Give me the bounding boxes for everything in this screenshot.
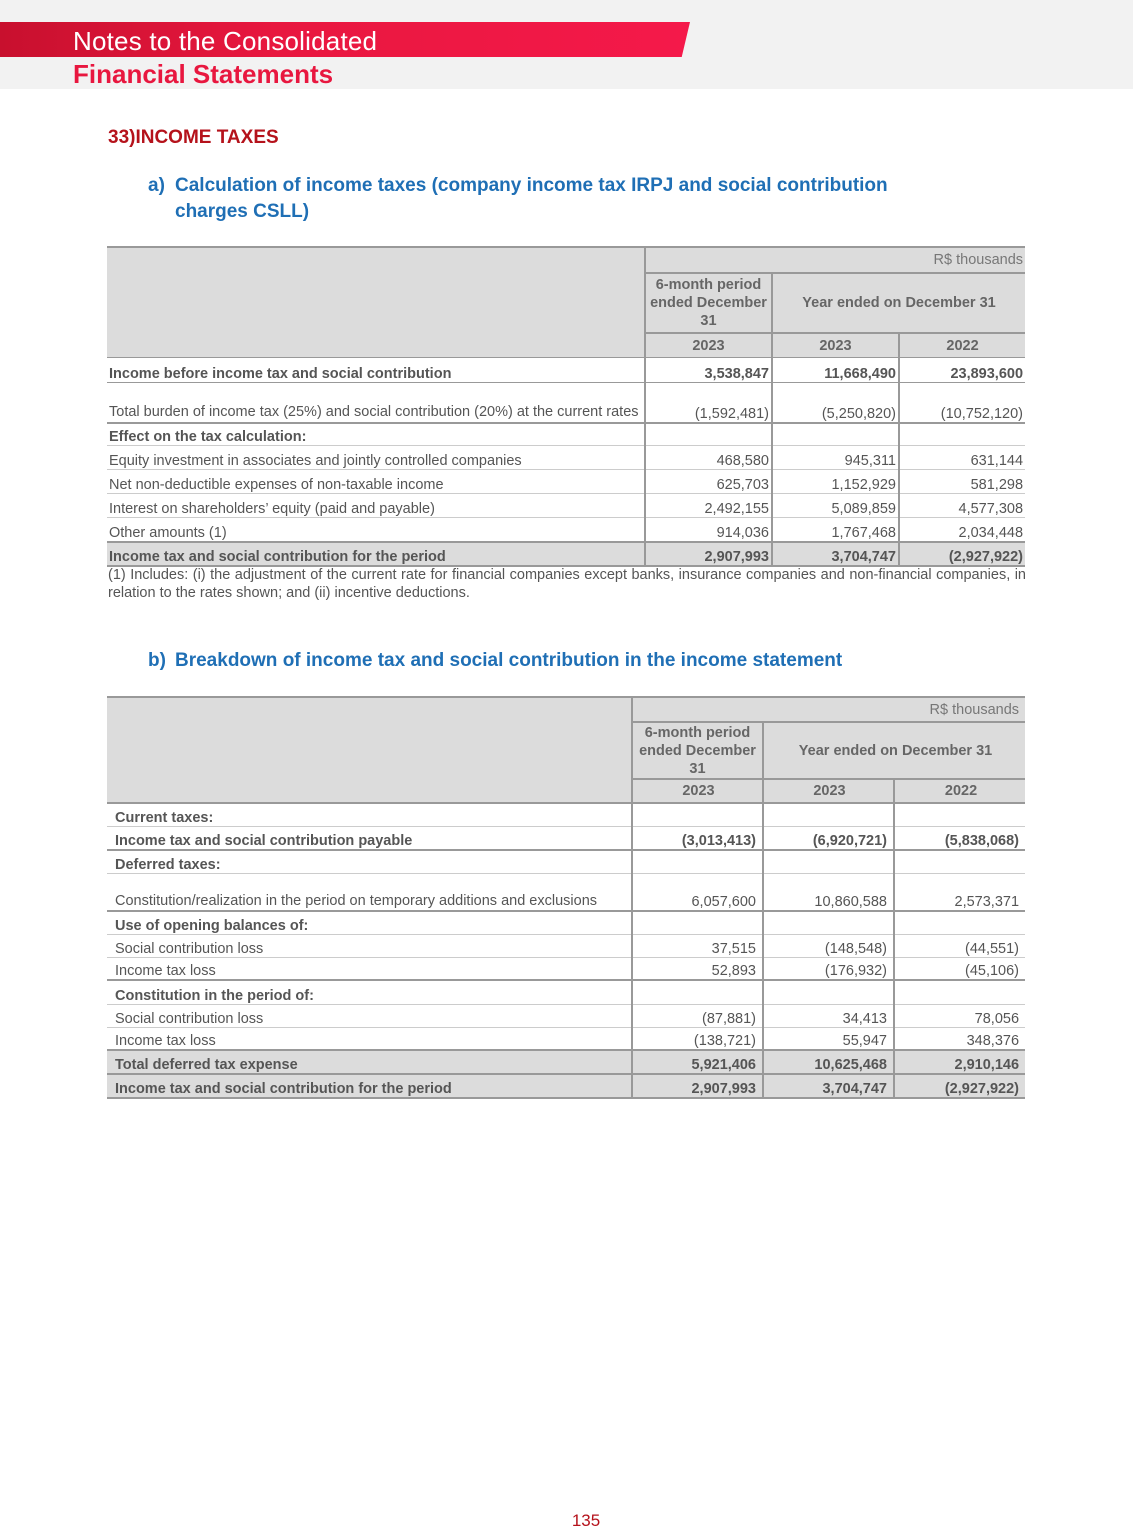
income-tax-calculation-table: [107, 246, 1025, 567]
table-row-subtotal: [107, 1050, 1025, 1074]
col-header-year: Year ended on December 31: [763, 722, 1025, 779]
row-label: Total burden of income tax (25%) and social contribution (20%) at the current rates: [109, 403, 639, 420]
table-row: [107, 446, 1025, 470]
table-row: [107, 826, 1025, 850]
row-value: 37,515: [632, 934, 763, 957]
row-value: 914,036: [645, 518, 772, 542]
section-title: 33)INCOME TAXES: [108, 127, 279, 148]
year-header: 2022: [894, 779, 1025, 803]
row-label: Interest on shareholders’ equity (paid and payable): [109, 501, 435, 517]
row-value: 348,376: [966, 1033, 1020, 1049]
row-value: 2,573,371: [954, 894, 1020, 910]
row-label: Social contribution loss: [115, 940, 264, 957]
header-blank-cell: [107, 697, 632, 803]
subsection-a-title: [148, 173, 1028, 225]
row-label: Total deferred tax expense: [107, 1050, 632, 1074]
row-label: Deferred taxes:: [115, 856, 221, 873]
subsection-a-title-line2: charges CSLL): [175, 201, 310, 222]
table-row-total: [107, 542, 1025, 566]
row-value: (1,592,481): [645, 383, 772, 423]
table-row: [107, 980, 1025, 1004]
row-label: Effect on the tax calculation:: [109, 429, 307, 445]
table-row: [107, 494, 1025, 518]
row-label: Income tax loss: [115, 963, 216, 979]
header-blank-cell: [107, 247, 645, 358]
year-header: 2023: [632, 779, 763, 803]
row-value: 1,152,929: [772, 470, 899, 494]
income-tax-breakdown-table: [107, 696, 1025, 1099]
row-label: Equity investment in associates and jointly controlled companies: [109, 453, 522, 469]
row-label: Income before income tax and social contribution: [109, 366, 452, 382]
row-label: Income tax loss: [115, 1033, 216, 1049]
header-title-line2: Financial Statements: [73, 59, 334, 89]
row-value: 2,907,993: [632, 1074, 763, 1098]
row-value: (3,013,413): [632, 826, 763, 850]
row-value: 6,057,600: [632, 873, 763, 911]
row-value: (2,927,922): [894, 1074, 1025, 1098]
row-value: (138,721): [632, 1027, 763, 1050]
row-value: (148,548): [763, 934, 894, 957]
row-value: (87,881): [632, 1004, 763, 1027]
row-label: Current taxes:: [115, 809, 214, 826]
row-value: 631,144: [970, 453, 1024, 469]
row-label: Use of opening balances of:: [115, 917, 309, 934]
table-row: [107, 383, 1025, 423]
row-value: 468,580: [645, 446, 772, 470]
row-label: Income tax and social contribution for the period: [107, 542, 645, 566]
table-row: [107, 358, 1025, 383]
subsection-b-title-text: Breakdown of income tax and social contribution in the income statement: [175, 650, 843, 671]
row-label: Income tax and social contribution payable: [115, 833, 413, 849]
row-value: (5,838,068): [944, 833, 1020, 849]
page-number: 135: [571, 1511, 601, 1530]
subsection-b-title: [148, 648, 842, 674]
row-value: 4,577,308: [958, 501, 1024, 517]
row-value: (44,551): [965, 940, 1020, 957]
units-label: R$ thousands: [772, 247, 1025, 273]
row-label: Constitution in the period of:: [115, 987, 314, 1004]
row-value: 2,910,146: [894, 1050, 1025, 1074]
row-value: 34,413: [763, 1004, 894, 1027]
row-value: 3,704,747: [772, 542, 899, 566]
table-row: [107, 518, 1025, 542]
row-value: 2,492,155: [645, 494, 772, 518]
table-row: [107, 957, 1025, 980]
row-label: Social contribution loss: [115, 1010, 264, 1027]
row-value: 11,668,490: [772, 358, 899, 383]
row-label: Constitution/realization in the period on temporary additions and exclusions: [115, 893, 598, 909]
col-header-period: 6-month period ended December 31: [645, 273, 772, 333]
row-value: 55,947: [763, 1027, 894, 1050]
row-value: 2,034,448: [958, 524, 1024, 541]
header-title-line1: Notes to the Consolidated: [73, 26, 378, 56]
row-value: (176,932): [763, 957, 894, 980]
table-row: [107, 470, 1025, 494]
row-value: (5,250,820): [772, 383, 899, 423]
row-label: Net non-deductible expenses of non-taxable income: [109, 477, 444, 493]
row-value: 10,860,588: [763, 873, 894, 911]
year-header: 2022: [899, 333, 1025, 357]
row-value: 78,056: [974, 1010, 1020, 1027]
table-row: [107, 423, 1025, 446]
row-value: (10,752,120): [940, 405, 1024, 422]
row-value: 3,704,747: [763, 1074, 894, 1098]
table-a-footnote: (1) Includes: (i) the adjustment of the current rate for financial companies except banks, insurance companies and non-financial companies, in relation to the rates shown; and (ii) incentive deductions.: [108, 567, 1026, 601]
table-row: [107, 850, 1025, 873]
row-value: 10,625,468: [763, 1050, 894, 1074]
row-label: Other amounts (1): [109, 524, 227, 541]
row-value: 1,767,468: [772, 518, 899, 542]
table-row: [107, 873, 1025, 911]
row-value: 5,089,859: [772, 494, 899, 518]
row-value: 23,893,600: [950, 366, 1024, 382]
row-value: 945,311: [772, 446, 899, 470]
row-value: (6,920,721): [763, 826, 894, 850]
col-header-period: 6-month period ended December 31: [632, 722, 763, 779]
units-label: R$ thousands: [763, 697, 1025, 722]
row-value: 52,893: [632, 957, 763, 980]
row-label: Income tax and social contribution for the period: [107, 1074, 632, 1098]
row-value: 5,921,406: [632, 1050, 763, 1074]
year-header: 2023: [763, 779, 894, 803]
row-value: (2,927,922): [899, 542, 1025, 566]
year-header: 2023: [645, 333, 772, 357]
row-value: 2,907,993: [645, 542, 772, 566]
table-row-total: [107, 1074, 1025, 1098]
subsection-a-label: a): [148, 175, 165, 196]
year-header: 2023: [772, 333, 899, 357]
col-header-year: Year ended on December 31: [772, 273, 1025, 333]
table-row: [107, 911, 1025, 934]
row-value: 625,703: [645, 470, 772, 494]
subsection-a-title-line1: Calculation of income taxes (company income tax IRPJ and social contribution: [175, 175, 888, 196]
row-value: 3,538,847: [645, 358, 772, 383]
table-row: [107, 803, 1025, 826]
row-value: 581,298: [970, 477, 1024, 493]
table-row: [107, 934, 1025, 957]
row-value: (45,106): [965, 963, 1020, 979]
table-row: [107, 1027, 1025, 1050]
table-row: [107, 1004, 1025, 1027]
subsection-b-label: b): [148, 650, 166, 671]
